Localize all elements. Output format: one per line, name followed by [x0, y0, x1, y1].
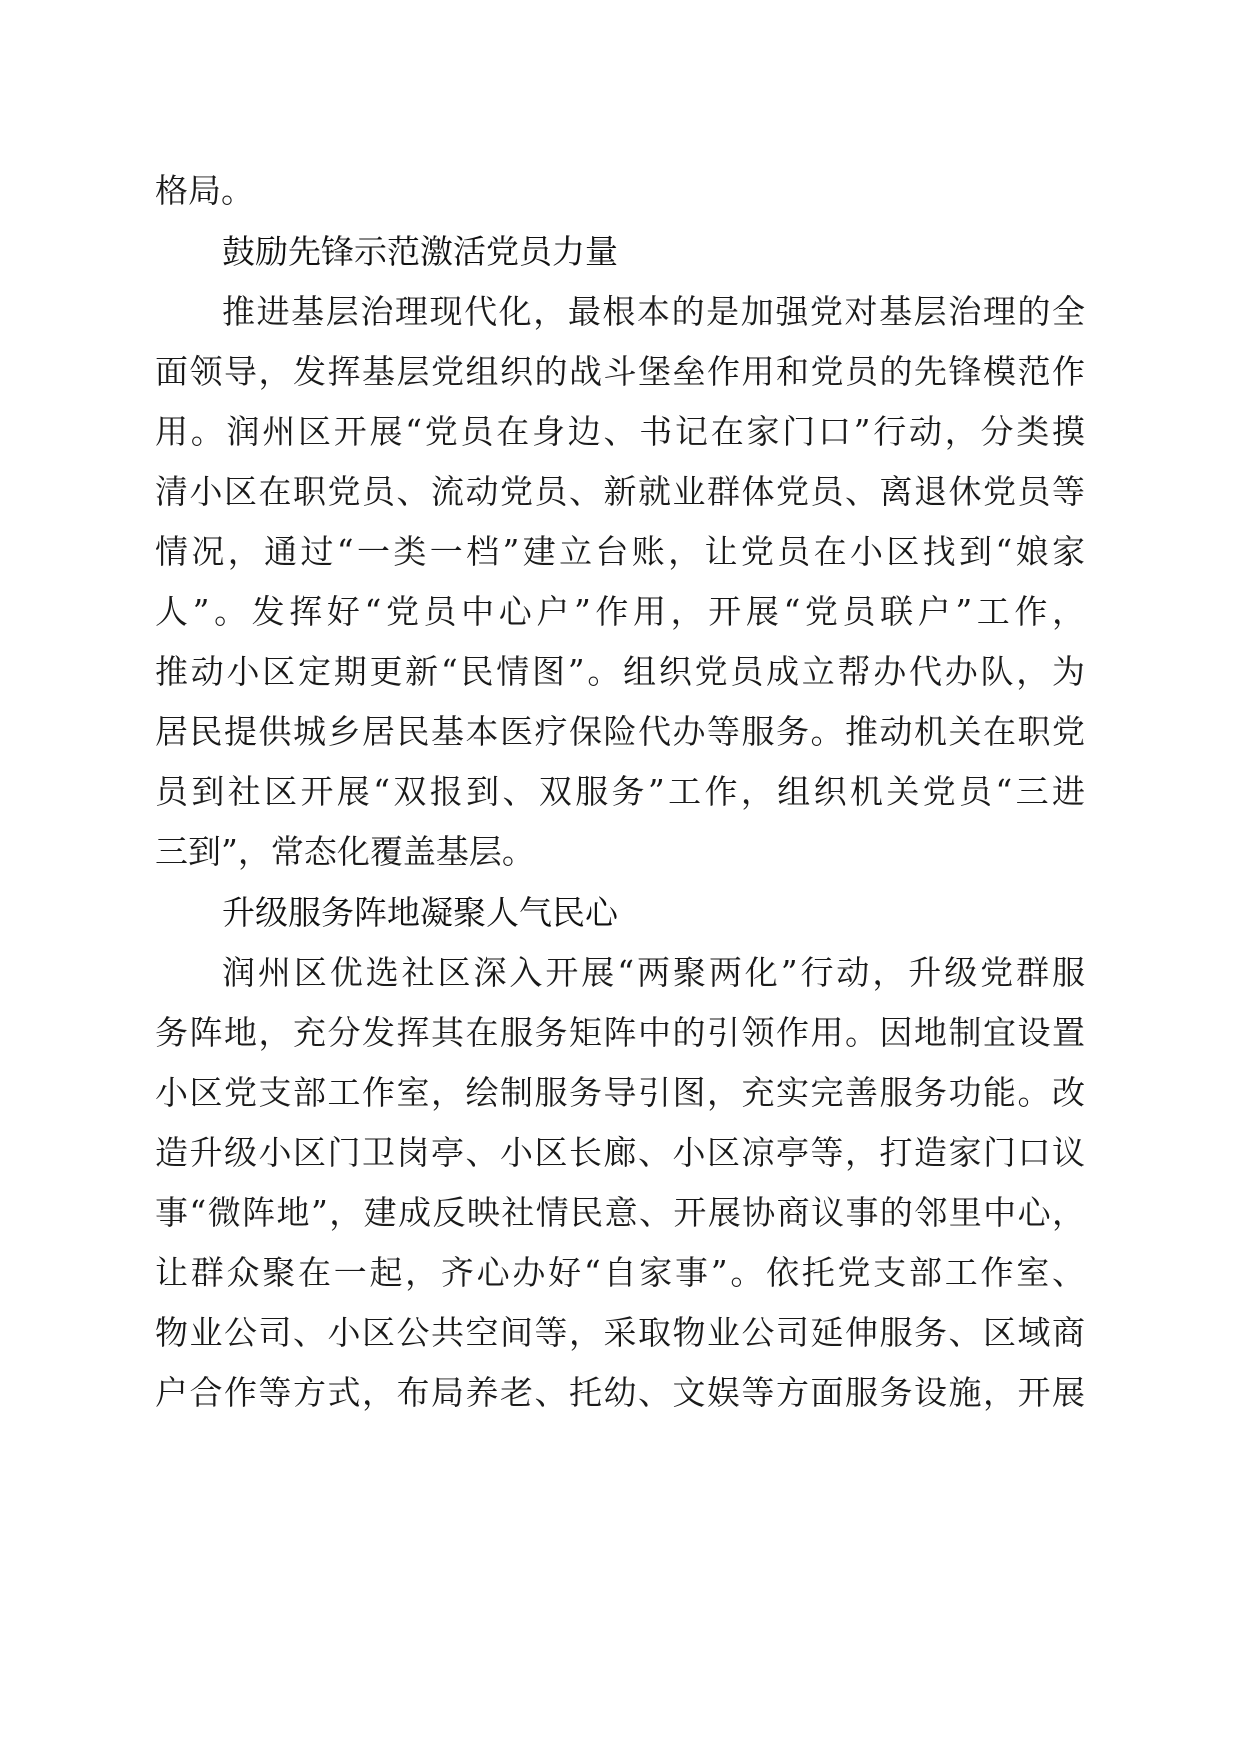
paragraph-line: 小区党支部工作室，绘制服务导引图，充实完善服务功能。改	[155, 1073, 1085, 1112]
paragraph-line: 用。润州区开展“党员在身边、书记在家门口”行动，分类摸	[155, 412, 1085, 451]
paragraph-line: 物业公司、小区公共空间等，采取物业公司延伸服务、区域商	[155, 1313, 1085, 1352]
paragraph-line: 清小区在职党员、流动党员、新就业群体党员、离退休党员等	[155, 472, 1085, 511]
continuation-line: 格局。	[155, 171, 254, 210]
paragraph-line: 务阵地，充分发挥其在服务矩阵中的引领作用。因地制宜设置	[155, 1013, 1085, 1052]
paragraph-line: 推进基层治理现代化，最根本的是加强党对基层治理的全	[222, 292, 1085, 331]
paragraph-line: 三到”，常态化覆盖基层。	[155, 832, 535, 871]
paragraph-line: 面领导，发挥基层党组织的战斗堡垒作用和党员的先锋模范作	[155, 352, 1085, 391]
paragraph-line: 员到社区开展“双报到、双服务”工作，组织机关党员“三进	[155, 772, 1085, 811]
paragraph-line: 让群众聚在一起，齐心办好“自家事”。依托党支部工作室、	[155, 1253, 1085, 1292]
paragraph-line: 人”。发挥好“党员中心户”作用，开展“党员联户”工作，	[155, 592, 1085, 631]
paragraph-line: 居民提供城乡居民基本医疗保险代办等服务。推动机关在职党	[155, 712, 1085, 751]
paragraph-line: 造升级小区门卫岗亭、小区长廊、小区凉亭等，打造家门口议	[155, 1133, 1085, 1172]
paragraph-line: 事“微阵地”，建成反映社情民意、开展协商议事的邻里中心，	[155, 1193, 1085, 1232]
paragraph-line: 推动小区定期更新“民情图”。组织党员成立帮办代办队，为	[155, 652, 1085, 691]
section-heading-2: 升级服务阵地凝聚人气民心	[222, 893, 618, 932]
section-heading-1: 鼓励先锋示范激活党员力量	[222, 232, 618, 271]
paragraph-line: 户合作等方式，布局养老、托幼、文娱等方面服务设施，开展	[155, 1373, 1085, 1412]
paragraph-line: 润州区优选社区深入开展“两聚两化”行动，升级党群服	[222, 953, 1085, 992]
paragraph-line: 情况，通过“一类一档”建立台账，让党员在小区找到“娘家	[155, 532, 1085, 571]
